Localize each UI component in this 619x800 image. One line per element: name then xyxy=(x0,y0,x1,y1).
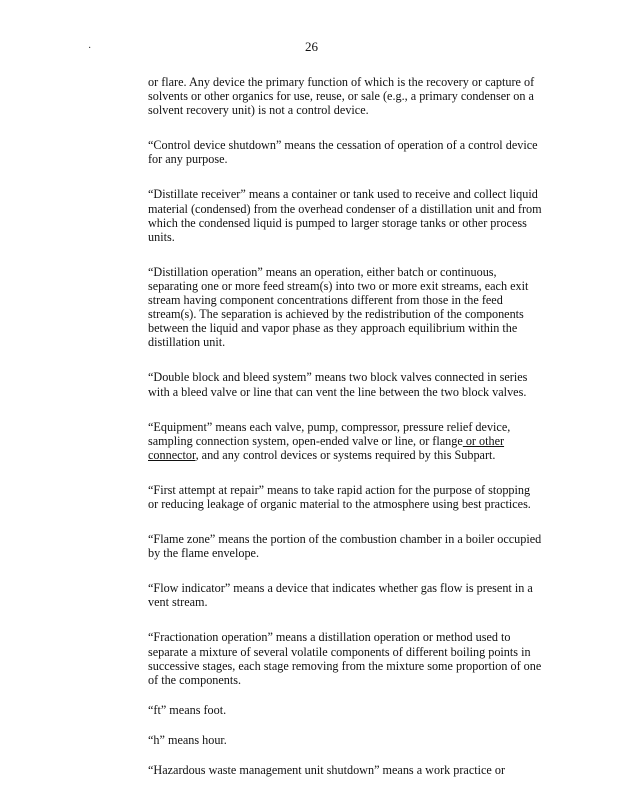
definition-h xyxy=(148,733,560,747)
text-line: “Equipment” means each valve, pump, compressor, pressure relief device, xyxy=(148,419,511,434)
document-body xyxy=(148,75,560,798)
text-line: stream(s). The separation is achieved by the redistribution of the components xyxy=(148,307,524,322)
text-line: or flare. Any device the primary function of which is the recovery or capture of xyxy=(148,75,535,89)
text-line: by the flame envelope. xyxy=(148,546,259,561)
definition-double-block-and-bleed xyxy=(148,370,560,398)
text-line: “Hazardous waste management unit shutdown” means a work practice or xyxy=(148,763,506,777)
text-line: separate a mixture of several volatile components of different boiling points in xyxy=(148,644,531,659)
text-segment: , and any control devices or systems required by this Subpart. xyxy=(195,447,496,462)
paragraph-control-device-continued xyxy=(148,75,560,117)
text-line: stream having component concentrations different from those in the feed xyxy=(148,293,503,308)
text-line: “First attempt at repair” means to take rapid action for the purpose of stopping xyxy=(148,482,531,497)
text-line: “Distillate receiver” means a container or tank used to receive and collect liquid xyxy=(148,187,538,202)
text-line: or reducing leakage of organic material to the atmosphere using best practices. xyxy=(148,496,531,511)
definition-control-device-shutdown xyxy=(148,138,560,166)
text-line: material (condensed) from the overhead condenser of a distillation unit and from xyxy=(148,201,542,216)
text-line: successive stages, each stage removing from the mixture some proportion of one xyxy=(148,658,542,673)
text-line: which the condensed liquid is pumped to larger storage tanks or other process xyxy=(148,215,527,230)
text-line: “Distillation operation” means an operation, either batch or continuous, xyxy=(148,264,497,279)
text-line: “Control device shutdown” means the cessation of operation of a control device xyxy=(148,138,538,153)
text-line: “Flame zone” means the portion of the combustion chamber in a boiler occupied xyxy=(148,532,542,547)
text-line xyxy=(148,434,560,448)
definition-flow-indicator xyxy=(148,581,560,609)
definition-distillation-operation xyxy=(148,265,560,350)
definition-flame-zone xyxy=(148,532,560,560)
text-line: “Double block and bleed system” means two block valves connected in series xyxy=(148,370,528,385)
text-line: “h” means hour. xyxy=(148,732,227,747)
text-line: solvent recovery unit) is not a control device. xyxy=(148,103,369,118)
text-line: distillation unit. xyxy=(148,335,226,350)
inserted-text: connector xyxy=(148,447,196,462)
definition-hazardous-waste-unit-shutdown xyxy=(148,763,560,777)
page-number: 26 xyxy=(305,39,318,54)
definition-first-attempt-at-repair xyxy=(148,483,560,511)
text-line: solvents or other organics for use, reuse, or sale (e.g., a primary condenser on a xyxy=(148,89,534,104)
text-line: “Flow indicator” means a device that indicates whether gas flow is present in a xyxy=(148,581,533,596)
text-line: “ft” means foot. xyxy=(148,702,227,717)
definition-distillate-receiver xyxy=(148,187,560,243)
inserted-text: or other xyxy=(462,433,505,448)
text-line: separating one or more feed stream(s) into two or more exit streams, each exit xyxy=(148,278,529,293)
definition-equipment xyxy=(148,420,560,462)
text-line xyxy=(148,448,560,462)
definition-ft xyxy=(148,703,560,717)
text-line: units. xyxy=(148,229,175,244)
text-line: “Fractionation operation” means a distillation operation or method used to xyxy=(148,630,511,645)
text-segment: sampling connection system, open-ended valve or line, or flange xyxy=(148,433,463,448)
text-line: for any purpose. xyxy=(148,152,228,167)
text-line: vent stream. xyxy=(148,595,208,610)
stray-mark: · xyxy=(88,43,92,54)
text-line: with a bleed valve or line that can vent the line between the two block valves. xyxy=(148,384,527,399)
text-line: between the liquid and vapor phase as they approach equilibrium within the xyxy=(148,321,518,336)
text-line: of the components. xyxy=(148,672,242,687)
definition-fractionation-operation xyxy=(148,630,560,686)
